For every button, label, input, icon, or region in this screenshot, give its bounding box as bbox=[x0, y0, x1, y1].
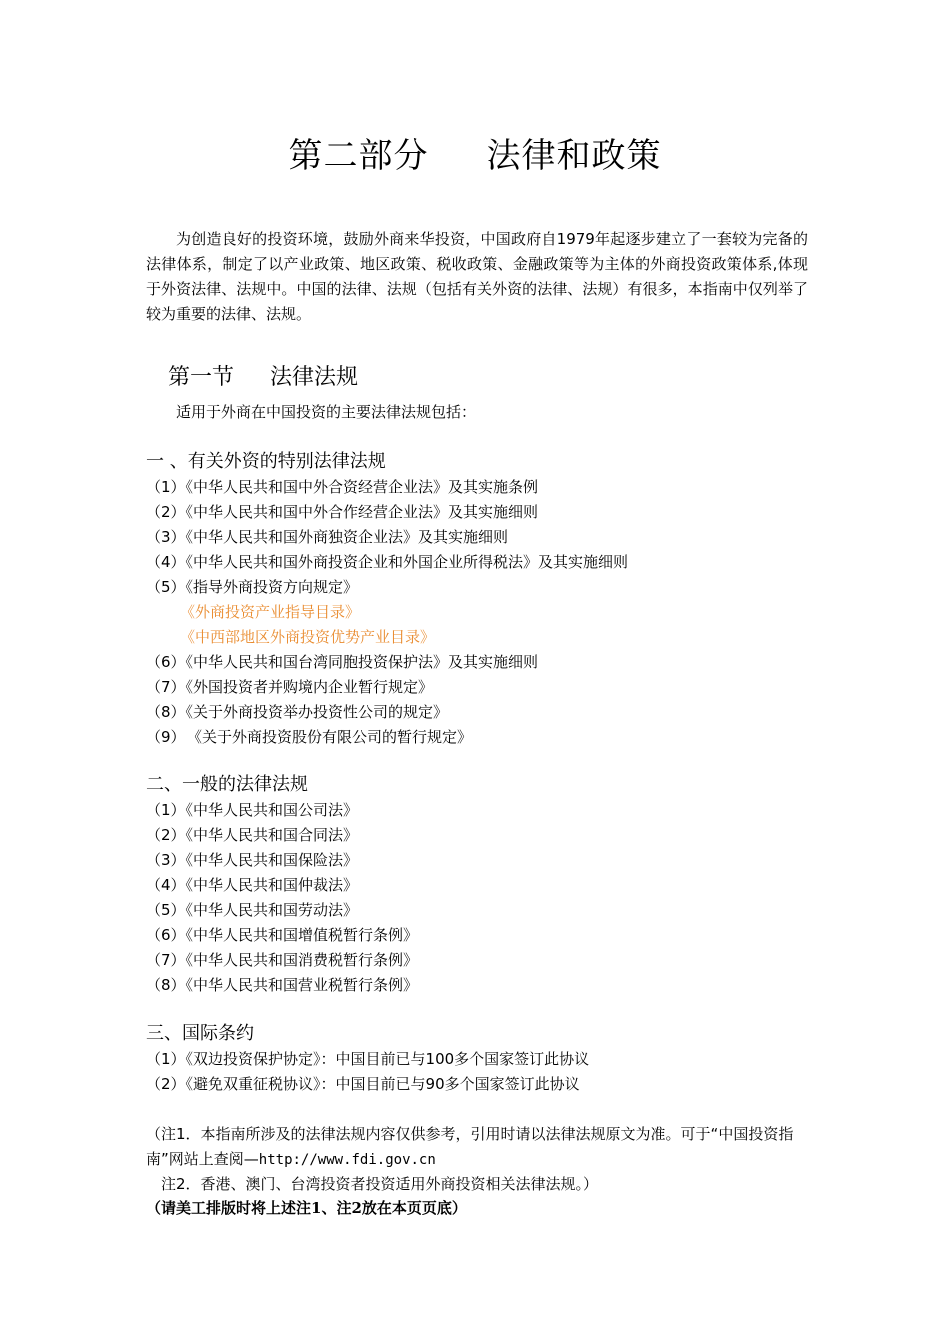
special-laws-group bbox=[146, 450, 826, 750]
editor-note: （请美工排版时将上述注1、注2放在本页页底） bbox=[146, 1199, 467, 1217]
list-item: （3）《中华人民共和国保险法》 bbox=[146, 851, 359, 869]
page-title-topic: 法律和政策 bbox=[486, 136, 662, 176]
treaties-group bbox=[146, 1022, 826, 1097]
list-item: （2）《中华人民共和国合同法》 bbox=[146, 826, 359, 844]
list-item: （2）《中华人民共和国中外合作经营企业法》及其实施细则 bbox=[146, 503, 539, 521]
list-item: （5）《指导外商投资方向规定》 bbox=[146, 578, 359, 596]
general-laws-group bbox=[146, 773, 826, 998]
list-item: （3）《中华人民共和国外商独资企业法》及其实施细则 bbox=[146, 528, 509, 546]
group-heading: 一 、有关外资的特别法律法规 bbox=[146, 451, 386, 472]
list-item: （5）《中华人民共和国劳动法》 bbox=[146, 901, 359, 919]
list-item-text: 《关于外商投资股份有限公司的暂行规定》 bbox=[194, 728, 473, 746]
list-item: （4）《中华人民共和国仲裁法》 bbox=[146, 876, 359, 894]
page-title-part: 第二部分 bbox=[288, 136, 429, 176]
list-item: （7）《中华人民共和国消费税暂行条例》 bbox=[146, 951, 419, 969]
list-item: （6）《中华人民共和国台湾同胞投资保护法》及其实施细则 bbox=[146, 653, 539, 671]
section-heading bbox=[168, 360, 358, 391]
intro-paragraph: 为创造良好的投资环境，鼓励外商来华投资，中国政府自1979年起逐步建立了一套较为完备的法律体系，制定了以产业政策、地区政策、税收政策、金融政策等为主体的外商投资政策体系,体现于外资法律、法规中。中国的法律、法规（包括有关外资的法律、法规）有很多，本指南中仅列举了较为重要的法律、法规。 bbox=[146, 230, 808, 323]
list-item: （4）《中华人民共和国外商投资企业和外国企业所得税法》及其实施细则 bbox=[146, 553, 629, 571]
footnote-2: 注2．香港、澳门、台湾投资者投资适用外商投资相关法律法规。） bbox=[161, 1175, 599, 1193]
fdi-website-link[interactable]: http://www.fdi.gov.cn bbox=[258, 1152, 436, 1168]
catalogue-link[interactable]: 《外商投资产业指导目录》 bbox=[180, 603, 361, 621]
catalogue-link[interactable]: 《中西部地区外商投资优势产业目录》 bbox=[180, 628, 436, 646]
group-heading: 二、一般的法律法规 bbox=[146, 774, 308, 795]
footnote-1 bbox=[146, 1122, 806, 1173]
page-title bbox=[0, 128, 950, 177]
list-item: （2）《避免双重征税协议》：中国目前已与90多个国家签订此协议 bbox=[146, 1075, 580, 1093]
section-title: 法律法规 bbox=[270, 365, 359, 390]
section-intro: 适用于外商在中国投资的主要法律法规包括： bbox=[176, 403, 477, 421]
list-item: （6）《中华人民共和国增值税暂行条例》 bbox=[146, 926, 419, 944]
list-item: （8）《中华人民共和国营业税暂行条例》 bbox=[146, 976, 419, 994]
section-label: 第一节 bbox=[168, 365, 235, 390]
list-item: （1）《中华人民共和国中外合资经营企业法》及其实施条例 bbox=[146, 478, 539, 496]
list-item-number: （9） bbox=[146, 728, 186, 746]
list-item: （7）《外国投资者并购境内企业暂行规定》 bbox=[146, 678, 434, 696]
group-heading: 三、国际条约 bbox=[146, 1023, 254, 1044]
list-item: （1）《中华人民共和国公司法》 bbox=[146, 801, 359, 819]
list-item: （1）《双边投资保护协定》：中国目前已与100多个国家签订此协议 bbox=[146, 1050, 590, 1068]
list-item bbox=[146, 725, 826, 750]
footnote-1-text: （注1．本指南所涉及的法律法规内容仅供参考，引用时请以法律法规原文为准。可于“中国投资指南”网站上查阅— bbox=[146, 1125, 794, 1168]
list-item: （8）《关于外商投资举办投资性公司的规定》 bbox=[146, 703, 449, 721]
